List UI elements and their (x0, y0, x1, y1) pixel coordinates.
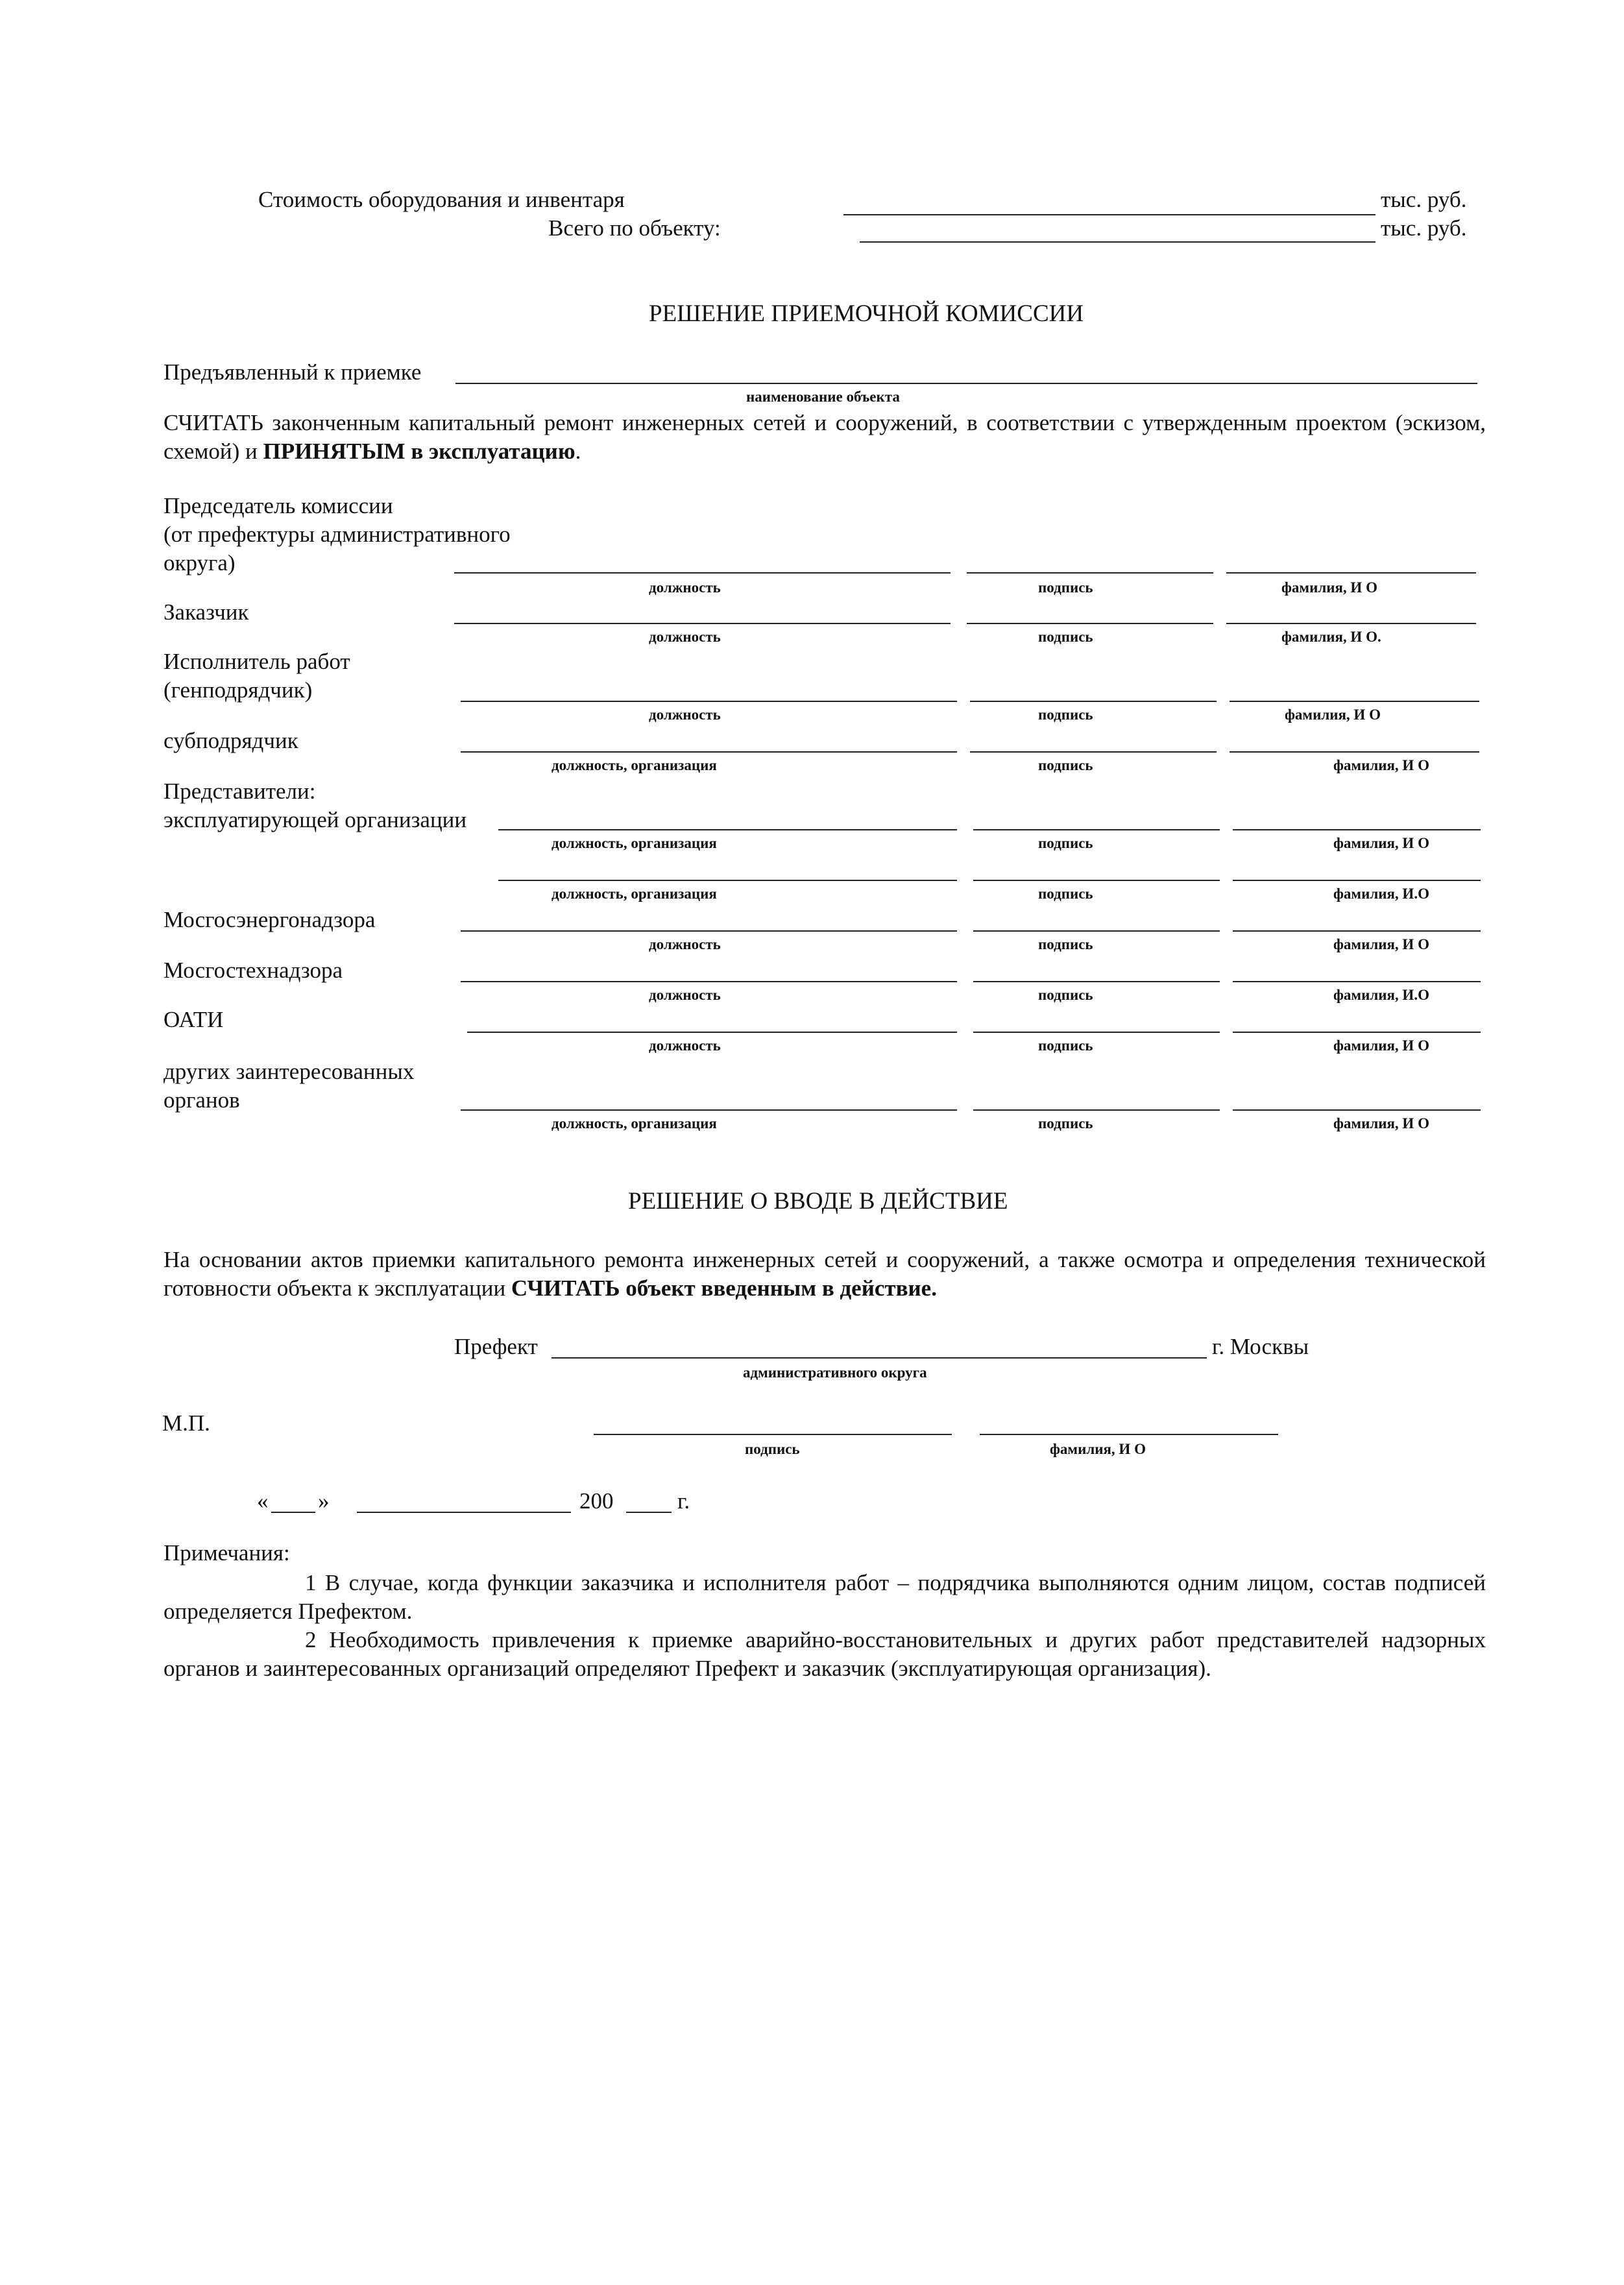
contractor-name-field[interactable] (1230, 701, 1479, 702)
contractor-position-field[interactable] (461, 701, 957, 702)
energy-signature-field[interactable] (973, 930, 1220, 932)
date-quote-close: » (318, 1488, 330, 1514)
name-caption: фамилия, И О (1333, 757, 1429, 773)
prefect-label: Префект (454, 1334, 538, 1359)
name-caption: фамилия, И.О (1333, 886, 1429, 902)
position-org-caption: должность, организация (551, 886, 717, 902)
prefect-name-field[interactable] (980, 1434, 1278, 1435)
commissioning-text: На основании актов приемки капитального ремонта инженерных сетей и сооружений, а также осмотра и определения технической готовности объекта к эксплуатации СЧИТАТЬ объект введенным в действие. (164, 1247, 1486, 1301)
name-caption: фамилия, И О (1333, 936, 1429, 952)
name-caption: фамилия, И О (1285, 707, 1381, 723)
date-quote-open: « (257, 1488, 269, 1514)
total-cost-field[interactable] (860, 241, 1376, 243)
total-cost-label: Всего по объекту: (548, 215, 721, 241)
presented-label: Предъявленный к приемке (164, 359, 422, 385)
position-caption: должность (649, 579, 721, 596)
signature-caption: подпись (1038, 629, 1093, 645)
operating-org-name-field[interactable] (1233, 829, 1481, 830)
name-caption: фамилия, И О (1333, 1037, 1429, 1054)
object-name-caption: наименование объекта (746, 389, 900, 405)
signature-caption: подпись (1038, 1115, 1093, 1131)
subcontractor-name-field[interactable] (1230, 751, 1479, 753)
oati-name-field[interactable] (1233, 1032, 1481, 1033)
signature-caption: подпись (1038, 707, 1093, 723)
position-org-caption: должность, организация (551, 1115, 717, 1131)
operating-org-name-field-2[interactable] (1233, 880, 1481, 881)
acceptance-decision: СЧИТАТЬ законченным капитальный ремонт инженерных сетей и сооружений, в соответствии с утвержденным проектом (эскизом, схемой) и ПРИНЯТЫМ в эксплуатацию. (164, 410, 1486, 464)
equipment-cost-field[interactable] (843, 214, 1376, 215)
chairman-position-field[interactable] (454, 572, 951, 574)
equipment-cost-unit: тыс. руб. (1381, 187, 1467, 212)
signature-caption: подпись (1038, 835, 1093, 851)
prefect-district-field[interactable] (551, 1357, 1207, 1359)
energy-name-field[interactable] (1233, 930, 1481, 932)
subcontractor-signature-field[interactable] (970, 751, 1217, 753)
signature-caption: подпись (1038, 936, 1093, 952)
note-1: 1 В случае, когда функции заказчика и исполнителя работ – подрядчика выполняются одним лицом, состав подписей определяется Префектом. (164, 1570, 1486, 1624)
oati-signature-field[interactable] (973, 1032, 1220, 1033)
energy-supervision-label: Мосгосэнергонадзора (164, 907, 376, 932)
position-caption: должность (649, 629, 721, 645)
district-caption: административного округа (743, 1364, 927, 1381)
position-caption: должность (649, 987, 721, 1003)
representatives-label: Представители: (164, 779, 316, 804)
contractor-label: Исполнитель работ (164, 649, 350, 674)
customer-label: Заказчик (164, 599, 249, 625)
subcontractor-label: субподрядчик (164, 728, 298, 753)
name-caption: фамилия, И.О (1333, 987, 1429, 1003)
seal-label: М.П. (162, 1410, 210, 1436)
energy-position-field[interactable] (461, 930, 957, 932)
chairman-label: Председатель комиссии (164, 493, 393, 518)
operating-org-position-field-2[interactable] (498, 880, 957, 881)
name-caption: фамилия, И О (1333, 835, 1429, 851)
name-caption: фамилия, И О (1050, 1441, 1146, 1457)
other-agencies-label: органов (164, 1087, 240, 1113)
commissioning-title: РЕШЕНИЕ О ВВОДЕ В ДЕЙСТВИЕ (628, 1188, 1008, 1215)
name-caption: фамилия, И О. (1281, 629, 1381, 645)
chairman-name-field[interactable] (1226, 572, 1476, 574)
date-year-suffix: г. (677, 1488, 690, 1514)
customer-name-field[interactable] (1226, 623, 1476, 624)
tech-supervision-label: Мосгостехнадзора (164, 958, 343, 983)
tech-position-field[interactable] (461, 981, 957, 982)
operating-org-label: эксплуатирующей организации (164, 807, 467, 832)
position-caption: должность (649, 1037, 721, 1054)
position-caption: должность (649, 936, 721, 952)
operating-org-position-field[interactable] (498, 829, 957, 830)
signature-caption: подпись (1038, 757, 1093, 773)
other-name-field[interactable] (1233, 1109, 1481, 1111)
oati-label: ОАТИ (164, 1007, 224, 1032)
oati-position-field[interactable] (467, 1032, 957, 1033)
operating-org-signature-field[interactable] (973, 829, 1220, 830)
contractor-label: (генподрядчик) (164, 677, 313, 703)
contractor-signature-field[interactable] (970, 701, 1217, 702)
object-name-field[interactable] (455, 383, 1477, 384)
customer-signature-field[interactable] (967, 623, 1213, 624)
signature-caption: подпись (1038, 886, 1093, 902)
city-label: г. Москвы (1212, 1334, 1309, 1359)
customer-position-field[interactable] (454, 623, 951, 624)
operating-org-signature-field-2[interactable] (973, 880, 1220, 881)
total-cost-unit: тыс. руб. (1381, 215, 1467, 241)
other-agencies-label: других заинтересованных (164, 1059, 415, 1084)
chairman-label: округа) (164, 550, 236, 575)
notes-title: Примечания: (164, 1540, 290, 1566)
position-org-caption: должность, организация (551, 757, 717, 773)
tech-signature-field[interactable] (973, 981, 1220, 982)
signature-caption: подпись (1038, 579, 1093, 596)
prefect-signature-field[interactable] (594, 1434, 952, 1435)
date-month-field[interactable] (357, 1512, 571, 1513)
other-signature-field[interactable] (973, 1109, 1220, 1111)
date-day-field[interactable] (271, 1512, 315, 1513)
date-year-prefix: 200 (579, 1488, 614, 1514)
equipment-cost-label: Стоимость оборудования и инвентаря (258, 187, 625, 212)
acceptance-title: РЕШЕНИЕ ПРИЕМОЧНОЙ КОМИССИИ (649, 300, 1084, 327)
other-position-field[interactable] (461, 1109, 957, 1111)
note-2: 2 Необходимость привлечения к приемке аварийно-восстановительных и других работ представителей надзорных органов и заинтересованных организаций определяют Префект и заказчик (эксплуатирующая организация). (164, 1627, 1486, 1681)
signature-caption: подпись (1038, 1037, 1093, 1054)
name-caption: фамилия, И О (1333, 1115, 1429, 1131)
signature-caption: подпись (1038, 987, 1093, 1003)
subcontractor-position-field[interactable] (461, 751, 957, 753)
chairman-label: (от префектуры административного (164, 522, 511, 547)
tech-name-field[interactable] (1233, 981, 1481, 982)
position-org-caption: должность, организация (551, 835, 717, 851)
name-caption: фамилия, И О (1281, 579, 1377, 596)
signature-caption: подпись (745, 1441, 800, 1457)
chairman-signature-field[interactable] (967, 572, 1213, 574)
position-caption: должность (649, 707, 721, 723)
date-year-field[interactable] (626, 1512, 672, 1513)
